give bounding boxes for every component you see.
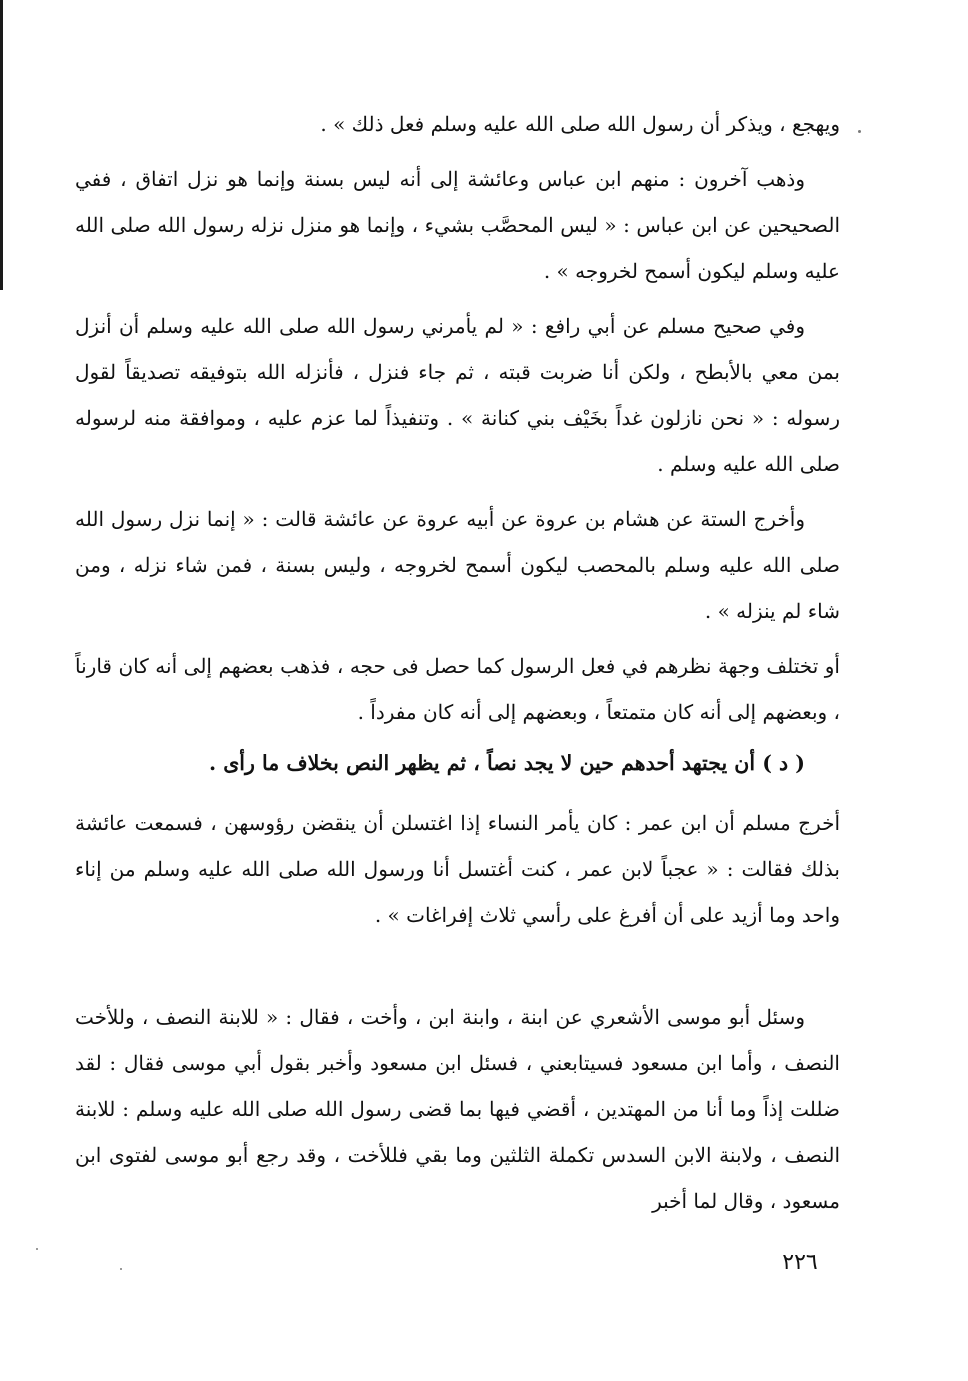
page-number: ٢٢٦ xyxy=(782,1250,818,1275)
paragraph-hajj-views: أو تختلف وجهة نظرهم في فعل الرسول كما حصل فى حجه ، فذهب بعضهم إلى أنه كان قارناً ، وبعضهم إلى أنه كان متمتعاً ، وبعضهم إلى أنه كان مفرداً . xyxy=(75,654,840,724)
paragraph-abu-musa: وسئل أبو موسى الأشعري عن ابنة ، وابنة ابن ، وأخت ، فقال : « للابنة النصف ، وللأخت النصف ، وأما ابن مسعود فسيتابعني ، فسئل ابن مسعود وأخبر بقول أبي موسى فقال : لقد ضللت إذاً وما أنا من المهتدين ، أقضي فيها بما قضى رسول الله صلى الله عليه وسلم : للابنة النصف ، ولابنة الابن السدس تكملة الثلثين وما بقي فللأخت ، وقد رجع أبو موسى لفتوى ابن مسعود ، وقال لما أخبر xyxy=(75,1005,840,1213)
paragraph-continuation: ويهجع ، ويذكر أن رسول الله صلى الله عليه وسلم فعل ذلك » . xyxy=(320,112,840,136)
scan-speck xyxy=(120,1268,122,1270)
paragraph-ibn-abbas: وذهب آخرون : منهم ابن عباس وعائشة إلى أنه ليس بسنة وإنما هو نزل اتفاق ، ففي الصحيحين عن ابن عباس : « ليس المحصَّب بشيء ، وإنما هو منزل نزله رسول الله صلى الله عليه وسلم ليكون أسمح لخروجه » . xyxy=(75,167,840,283)
section-heading-d: ( د ) أن يجتهد أحدهم حين لا يجد نصاً ، ثم يظهر النص بخلاف ما رأى . xyxy=(208,751,805,775)
scan-speck xyxy=(858,130,861,133)
scan-speck xyxy=(36,1248,38,1250)
paragraph-ibn-umar: أخرج مسلم أن ابن عمر : كان يأمر النساء إذا اغتسلن أن ينقضن رؤوسهن ، فسمعت عائشة بذلك فقالت : « عجباً لابن عمر ، كنت أغتسل أنا ورسول الله صلى الله عليه وسلم من إناء واحد وما أزيد على أن أفرغ على رأسي ثلاث إفراغات » . xyxy=(75,811,840,927)
page-edge-shadow xyxy=(0,0,3,290)
paragraph-abu-rafi: وفي صحيح مسلم عن أبي رافع : « لم يأمرني رسول الله صلى الله عليه وسلم أن أنزل بمن معي بالأبطح ، ولكن أنا ضربت قبته ، ثم جاء فنزل ، فأنزله الله بتوفيقه تصديقاً لقول رسوله : « نحن نازلون غداً بخَيْف بني كنانة » . وتنفيذاً لما عزم عليه ، وموافقة منه لرسوله صلى الله عليه وسلم . xyxy=(75,314,840,476)
paragraph-hisham-bin-urwa: وأخرج الستة عن هشام بن عروة عن أبيه عروة عن عائشة قالت : « إنما نزل رسول الله صلى الله عليه وسلم بالمحصب ليكون أسمح لخروجه ، وليس بسنة ، فمن شاء نزله ، ومن شاء لم ينزله » . xyxy=(75,507,840,623)
